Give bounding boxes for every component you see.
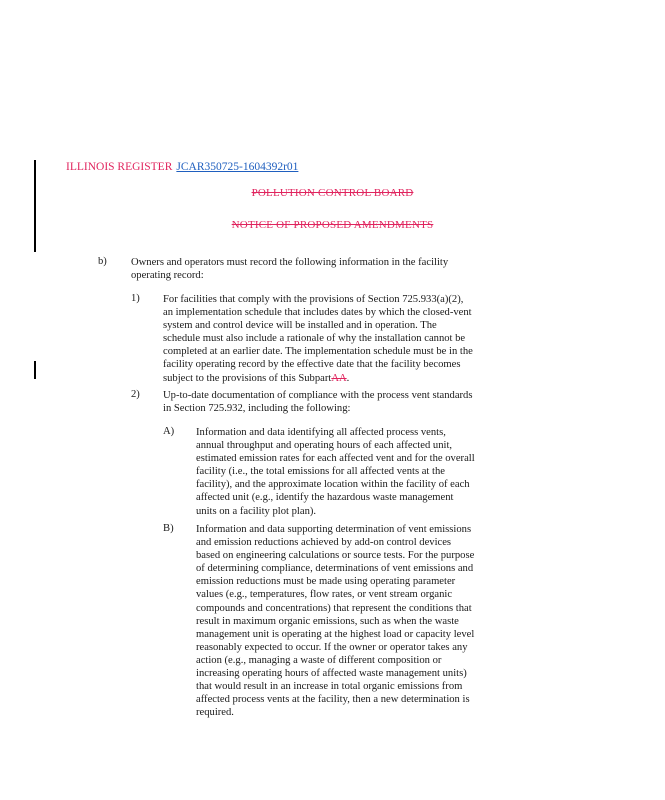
item-1-label: 1)	[131, 293, 140, 304]
board-title: POLLUTION CONTROL BOARD	[251, 187, 414, 199]
item-2-text: Up-to-date documentation of compliance with the process vent standards in Section 725.932, including the following:	[163, 390, 473, 415]
item-a-text: Information and data identifying all affected process vents, annual throughput and operating hours of each affected unit, estimated emission rates for each affected vent and for the overall facility (i.e., the total emissions for all affected vents at the facility), and the approximate location within the facility of each affected unit (e.g., identify the hazardous waste management units on a facility plot plan).	[196, 427, 475, 517]
item-1-body: For facilities that comply with the provisions of Section 725.933(a)(2), an implementation schedule that includes dates by which the closed-vent system and control device will be installed and in operation. The schedule must also include a rationale of why the installation cannot be completed at an earlier date. The implementation schedule must be in the facility operating record by the effective date that the facility becomes subject to the provisions of this Subpart	[163, 294, 473, 384]
change-bar-header	[34, 160, 36, 252]
item-2-label: 2)	[131, 389, 140, 400]
section-b-text: Owners and operators must record the following information in the facility operating record:	[131, 257, 449, 282]
item-b-label: B)	[163, 523, 174, 534]
item-1-end: .	[346, 372, 350, 384]
item-a-label: A)	[163, 426, 175, 437]
register-label: ILLINOIS REGISTER	[66, 161, 173, 173]
change-bar-item1	[34, 361, 36, 379]
item-b-text: Information and data supporting determination of vent emissions and emission reductions achieved by add-on control devices based on engineering calculations or source tests. For the purpose of determining compliance, determinations of vent emissions and emission reductions must be made using operating parameter values (e.g., temperatures, flow rates, or vent stream organic compounds and concentrations) that represent the conditions that result in maximum organic emissions, such as when the waste management unit is operating at the highest load or capacity level reasonably expected to occur. If the owner or operator takes any action (e.g., managing a waste of different composition or increasing operating hours of affected waste management units) that would result in an increase in total organic emissions from affected process vents at the facility, then a new determination is required.	[196, 524, 475, 719]
notice-title: NOTICE OF PROPOSED AMENDMENTS	[231, 219, 434, 231]
register-code-link[interactable]: JCAR350725-1604392r01	[176, 161, 299, 173]
register-header	[66, 161, 298, 173]
item-1-text	[163, 293, 476, 385]
item-1-deleted-text: AA	[331, 372, 347, 384]
section-b-label: b)	[98, 256, 107, 267]
